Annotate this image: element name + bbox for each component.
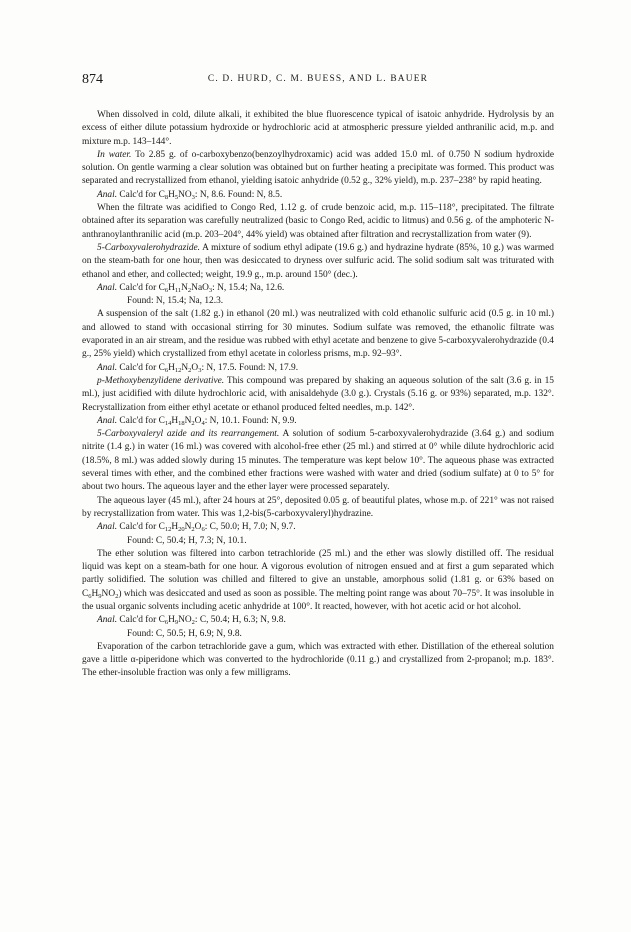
formula-part: : C, 50.0; H, 7.0; N, 9.7. xyxy=(204,522,296,533)
analysis-line xyxy=(82,362,554,375)
formula-part: N xyxy=(184,522,192,533)
analysis-line xyxy=(82,415,554,428)
formula-part: Calc'd for C xyxy=(117,189,165,200)
analysis-label: Anal. xyxy=(97,615,118,626)
subscript: 2 xyxy=(191,419,195,427)
formula-part: H xyxy=(171,522,179,533)
found-line xyxy=(82,295,554,308)
formula-part: O xyxy=(191,362,199,373)
formula-part: : N, 10.1. Found: N, 9.9. xyxy=(204,415,297,426)
subscript: 11 xyxy=(174,286,182,294)
formula-part: Calc'd for C xyxy=(117,522,165,533)
running-head: C. D. HURD, C. M. BUESS, AND L. BAUER xyxy=(207,74,429,84)
formula-part: O xyxy=(194,522,202,533)
formula-part: H xyxy=(168,189,175,200)
paragraph xyxy=(82,308,554,361)
paragraph-text: A mixture of sodium ethyl adipate (19.6 g.) and hydrazine hydrate (85%, 10 g.) was warmed on the steam-bath for one hour, then was desiccated to dryness over sulfuric acid. The solid sodium salt was triturated with ethanol and ether, and collected; weight, 19.9 g., m.p. around 150° (dec.). xyxy=(82,242,554,280)
formula-part: Calc'd for C xyxy=(117,362,165,373)
formula-part: Calc'd for C xyxy=(117,415,165,426)
subscript: 9 xyxy=(98,592,102,600)
article-body xyxy=(82,109,554,681)
subscript: 6 xyxy=(201,526,205,534)
paragraph xyxy=(82,428,554,494)
analysis-label: Anal. xyxy=(97,362,118,373)
section-label: 5-Carboxyvaleryl azide and its rearrangement. xyxy=(97,429,280,440)
paragraph-text: Evaporation of the carbon tetrachloride gave a gum, which was extracted with ether. Distillation of the ethereal solution gave a little α-piperidone which was converted to the hydrochloride (0.11 g.) and crystallized from 2-propanol; m.p. 183°. The ether-insoluble fraction was only a few milligrams. xyxy=(82,641,554,679)
subscript: 2 xyxy=(191,619,195,627)
subscript: 6 xyxy=(164,366,169,374)
paragraph xyxy=(82,242,554,282)
paragraph xyxy=(82,149,554,189)
analysis-line xyxy=(82,614,554,627)
subscript: 14 xyxy=(164,419,172,427)
subscript: 9 xyxy=(174,619,179,627)
found-text: Found: C, 50.5; H, 6.9; N, 9.8. xyxy=(127,628,242,639)
paragraph xyxy=(82,202,554,242)
subscript: 3 xyxy=(208,286,213,294)
analysis-label: Anal. xyxy=(97,522,118,533)
paragraph-text: When dissolved in cold, dilute alkali, it exhibited the blue fluorescence typical of isatoic anhydride. Hydrolysis by an excess of either dilute potassium hydroxide or hydrochloric acid at atmospheric pressure yielded anthranilic acid, m.p. and mixture m.p. 143–144°. xyxy=(82,110,554,147)
formula-part: Calc'd for C xyxy=(117,282,165,293)
analysis-label: Anal. xyxy=(97,189,118,200)
subscript: 8 xyxy=(164,193,169,201)
subscript: 4 xyxy=(201,419,205,427)
paragraph-text: The aqueous layer (45 ml.), after 24 hours at 25°, deposited 0.05 g. of beautiful plates, whose m.p. of 221° was not raised by recrystallization from water. This was 1,2-bis(5-carboxyvaleryl)hydrazine. xyxy=(82,495,554,519)
subscript: 3 xyxy=(198,366,202,374)
found-text: Found: C, 50.4; H, 7.3; N, 10.1. xyxy=(127,535,247,546)
formula-part: : N, 17.5. Found: N, 17.9. xyxy=(201,362,299,373)
paragraph-text: ) which was desiccated and used as soon as possible. The melting point range was about 70–75°. It was insoluble in the usual organic solvents including acetic anhydride at 100°. It reacted, however, with hot acetic acid or hot alcohol. xyxy=(82,588,554,612)
analysis-line xyxy=(82,521,554,534)
paragraph-text: A solution of sodium 5-carboxyvalerohydrazide (3.64 g.) and sodium nitrite (1.4 g.) in water (16 ml.) was covered with alcohol-free ether (25 ml.) and stirred at 0° while dilute hydrochloric acid (18.5%, 8 ml.) was added slowly during 15 minutes. The temperature was kept below 10°. The aqueous phase was extracted several times with ether, and the combined ether fractions were washed with water and dried (sodium sulfate) at 0 to 5° for about two hours. The aqueous layer and the ether layer were processed separately. xyxy=(82,429,555,493)
found-line xyxy=(82,535,554,548)
formula-part: H xyxy=(168,615,175,626)
subscript: 12 xyxy=(174,366,182,374)
subscript: 5 xyxy=(174,193,179,201)
formula-part: : N, 8.6. Found: N, 8.5. xyxy=(194,189,283,200)
formula-part: O xyxy=(194,415,202,426)
formula-part: : N, 15.4; Na, 12.6. xyxy=(212,282,285,293)
paragraph xyxy=(82,548,554,614)
analysis-line xyxy=(82,282,554,295)
paragraph xyxy=(82,495,554,522)
formula-part: N xyxy=(181,362,189,373)
subscript: 2 xyxy=(115,592,119,600)
subscript: 3 xyxy=(191,193,195,201)
page-number: 874 xyxy=(82,72,103,87)
formula-part: : C, 50.4; H, 6.3; N, 9.8. xyxy=(194,615,286,626)
paragraph-text: NO xyxy=(101,588,116,599)
found-text: Found: N, 15.4; Na, 12.3. xyxy=(127,296,224,307)
paragraph-text: H xyxy=(91,588,99,599)
formula-part: N xyxy=(181,282,188,293)
formula-part: H xyxy=(168,362,175,373)
subscript: 2 xyxy=(187,286,192,294)
subscript: 6 xyxy=(164,619,169,627)
paragraph xyxy=(82,641,554,681)
subscript: 6 xyxy=(164,286,169,294)
subscript: 12 xyxy=(164,526,172,534)
paragraph-text: A suspension of the salt (1.82 g.) in ethanol (20 ml.) was neutralized with cold ethanolic sulfuric acid (0.5 g. in 10 ml.) and allowed to stand with occasional stirring for 30 minutes. Sodium sulfate was removed, the ethanolic filtrate was evaporated in an air stream, and the residue was rubbed with ethyl acetate and benzene to give 5-carboxyvalerohydrazide (0.4 g., 25% yield) which crystallized from ethyl acetate in colorless prisms, m.p. 92–93°. xyxy=(82,309,554,360)
paragraph xyxy=(82,375,554,415)
paragraph xyxy=(82,109,554,149)
formula-part: NO xyxy=(178,189,192,200)
formula-part: H xyxy=(171,415,179,426)
subscript: 20 xyxy=(178,526,185,534)
formula-part: Calc'd for C xyxy=(117,615,165,626)
section-label: 5-Carboxyvalerohydrazide. xyxy=(97,242,201,253)
subscript: 2 xyxy=(188,366,192,374)
analysis-line xyxy=(82,189,554,202)
paragraph-text: To 2.85 g. of o-carboxybenzo(benzoylhydroxamic) acid was added 15.0 ml. of 0.750 N sodium hydroxide solution. On gentle warming a clear solution was obtained but on further heating a precipitate was formed. This product was separated and recrystallized from ethanol, yielding isatoic anhydride (0.52 g., 32% yield), m.p. 237–238° by rapid heating. xyxy=(82,149,555,187)
analysis-label: Anal. xyxy=(97,282,118,293)
formula-part: H xyxy=(168,282,175,293)
paragraph-text: When the filtrate was acidified to Congo Red, 1.12 g. of crude benzoic acid, m.p. 115–118°, precipitated. The filtrate obtained after its separation was carefully neutralized (basic to Congo Red, acidic to litmus) and 0.56 g. of the amphoteric N-anthranoylanthranilic acid (m.p. 203–204°, 44% yield) was obtained after filtration and recrystallization from water (9). xyxy=(82,203,554,240)
subscript: 2 xyxy=(191,526,195,534)
found-line xyxy=(82,628,554,641)
analysis-label: Anal. xyxy=(97,415,118,426)
paragraph-text: The ether solution was filtered into carbon tetrachloride (25 ml.) and the ether was slowly distilled off. The residual liquid was kept on a steam-bath for one hour. A vigorous evolution of nitrogen ensued and at first a gum separated which partly solidified. The solution was chilled and filtered to give an unstable, amorphous solid (1.81 g. or 63% based on C xyxy=(82,548,554,599)
formula-part: NaO xyxy=(191,282,209,293)
page-header xyxy=(82,72,554,90)
formula-part: NO xyxy=(178,615,192,626)
subscript: 6 xyxy=(88,592,92,600)
section-label: p-Methoxybenzylidene derivative. xyxy=(97,375,225,386)
paragraph-text: This compound was prepared by shaking an aqueous solution of the salt (3.6 g. in 15 ml.), just acidified with dilute hydrochloric acid, with anisaldehyde (3.0 g.). Crystals (5.16 g. or 93%) separated, m.p. 132°. Recrystallization from either ethyl acetate or ethanol produced felted needles, m.p. 142°. xyxy=(82,375,554,413)
subscript: 18 xyxy=(178,419,185,427)
section-label: In water. xyxy=(97,149,132,160)
formula-part: N xyxy=(184,415,192,426)
